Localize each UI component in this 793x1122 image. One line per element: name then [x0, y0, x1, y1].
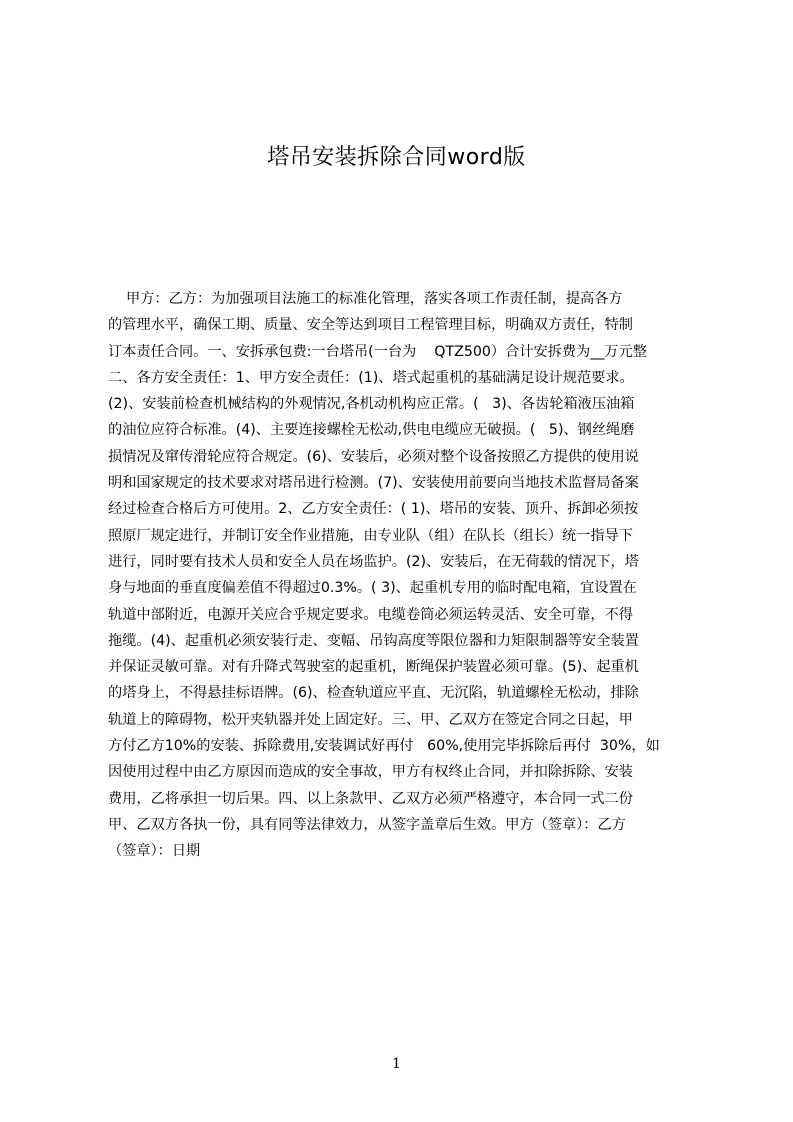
body-line: 方付乙方10%的安装、拆除费用,安装调试好再付 60%,使用完毕拆除后再付 30%，如	[108, 738, 660, 755]
body-line: 照原厂规定进行，并制订安全作业措施，由专业队（组）在队长（组长）统一指导下	[108, 527, 633, 544]
body-line: 损情况及窜传滑轮应符合规定。(6)、安装后，必须对整个设备按照乙方提供的使用说	[108, 448, 639, 465]
body-line: 的油位应符合标准。(4)、主要连接螺栓无松动,供电电缆应无破损。( 5)、钢丝绳磨	[108, 422, 635, 439]
document-title: 塔吊安装拆除合同word版	[267, 145, 526, 170]
body-line: 明和国家规定的技术要求对塔吊进行检测。(7)、安装使用前要向当地技术监督局备案	[108, 475, 639, 492]
body-line: 轨道上的障碍物，松开夹轨器并处上固定好。三、甲、乙双方在签定合同之日起，甲	[108, 711, 633, 728]
body-line: 进行，同时要有技术人员和安全人员在场监护。(2)、安装后，在无荷载的情况下，塔	[108, 553, 639, 570]
body-line: 拖缆。(4)、起重机必须安装行走、变幅、吊钩高度等限位器和力矩限制器等安全装置	[108, 632, 639, 649]
body-line: 并保证灵敏可靠。对有升降式驾驶室的起重机，断绳保护装置必须可靠。(5)、起重机	[108, 659, 639, 676]
body-line: 甲方：乙方：为加强项目法施工的标准化管理，落实各项工作责任制，提高各方	[108, 291, 623, 307]
body-line: 的管理水平，确保工期、质量、安全等达到项目工程管理目标，明确双方责任，特制	[108, 317, 633, 334]
page-number: 1	[392, 1056, 401, 1072]
body-line: 的塔身上，不得悬挂标语牌。(6)、检查轨道应平直、无沉陷，轨道螺栓无松动，排除	[108, 685, 639, 702]
body-line: （签章）：日期	[108, 843, 201, 860]
body-line: 甲、乙双方各执一份，具有同等法律效力，从签字盖章后生效。甲方（签章）：乙方	[108, 816, 626, 833]
body-line: 身与地面的垂直度偏差值不得超过0.3%。( 3)、起重机专用的临时配电箱，宜设置在	[108, 580, 637, 597]
body-line: 因使用过程中由乙方原因而造成的安全事故，甲方有权终止合同，并扣除拆除、安装	[108, 764, 633, 781]
body-line: (2)、安装前检查机械结构的外观情况,各机动机构应正常。( 3)、各齿轮箱液压油箱	[108, 396, 635, 413]
body-line: 订本责任合同。一、安拆承包费:一台塔吊(一台为 QTZ500）合计安拆费为__万元整	[108, 343, 647, 360]
body-line: 费用，乙将承担一切后果。四、以上条款甲、乙双方必须严格遵守，本合同一式二份	[108, 790, 633, 807]
contract-body	[108, 286, 704, 865]
body-line: 经过检查合格后方可使用。2、乙方安全责任：( 1)、塔吊的安装、顶升、拆卸必须按	[108, 501, 639, 518]
body-line: 二、各方安全责任：1、甲方安全责任：(1)、塔式起重机的基础满足设计规范要求。	[108, 369, 634, 386]
body-line: 轨道中部附近，电源开关应合乎规定要求。电缆卷筒必须运转灵活、安全可靠，不得	[108, 606, 633, 623]
